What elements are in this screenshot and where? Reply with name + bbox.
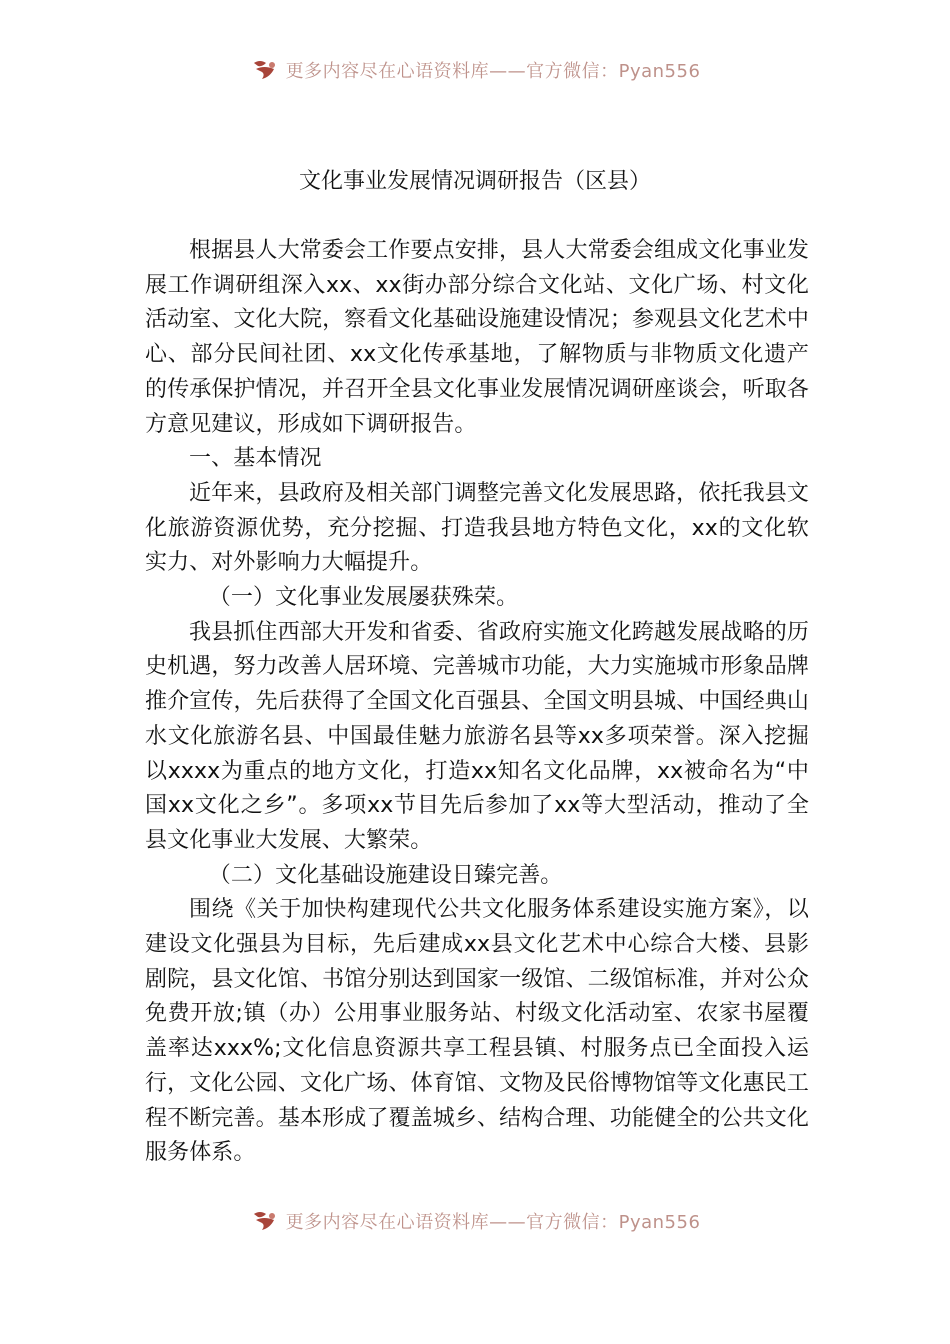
watermark-header: [0, 55, 950, 85]
watermark-text: 更多内容尽在心语资料库——官方微信：Pyan556: [285, 61, 701, 82]
document-title: 文化事业发展情况调研报告（区县）: [298, 169, 651, 194]
paragraph-honors: 我县抓住西部大开发和省委、省政府实施文化跨越发展战略的历史机遇，努力改善人居环境、完善城市功能，大力实施城市形象品牌推介宣传，先后获得了全国文化百强县、全国文明县城、中国经典山水文化旅游名县、中国最佳魅力旅游名县等xx多项荣誉。深入挖掘以xxxx为重点的地方文化，打造xx知名文化品牌，xx被命名为“中国xx文化之乡”。多项xx节目先后参加了xx等大型活动，推动了全县文化事业大发展、大繁荣。: [145, 619, 809, 853]
watermark-text: 更多内容尽在心语资料库——官方微信：Pyan556: [285, 1212, 701, 1233]
brand-logo-icon: [250, 57, 280, 83]
subheading-infrastructure: （二）文化基础设施建设日臻完善。: [208, 862, 563, 888]
section-heading-basic: 一、基本情况: [189, 446, 322, 472]
paragraph-infrastructure: 围绕《关于加快构建现代公共文化服务体系建设实施方案》，以建设文化强县为目标，先后建成xx县文化艺术中心综合大楼、县影剧院，县文化馆、书馆分别达到国家一级馆、二级馆标准，并对公众免费开放;镇（办）公用事业服务站、村级文化活动室、农家书屋覆盖率达xxx%;文化信息资源共享工程县镇、村服务点已全面投入运行，文化公园、文化广场、体育馆、文物及民俗博物馆等文化惠民工程不断完善。基本形成了覆盖城乡、结构合理、功能健全的公共文化服务体系。: [145, 897, 809, 1166]
paragraph-overview: 近年来，县政府及相关部门调整完善文化发展思路，依托我县文化旅游资源优势，充分挖掘、打造我县地方特色文化，xx的文化软实力、对外影响力大幅提升。: [145, 480, 809, 576]
subheading-honors: （一）文化事业发展屡获殊荣。: [208, 585, 519, 611]
watermark-footer: [0, 1206, 950, 1236]
document-body: [145, 234, 809, 1171]
brand-logo-icon: [250, 1208, 280, 1234]
paragraph-intro: 根据县人大常委会工作要点安排，县人大常委会组成文化事业发展工作调研组深入xx、xx街办部分综合文化站、文化广场、村文化活动室、文化大院，察看文化基础设施建设情况；参观县文化艺术中心、部分民间社团、xx文化传承基地，了解物质与非物质文化遗产的传承保护情况，并召开全县文化事业发展情况调研座谈会，听取各方意见建议，形成如下调研报告。: [145, 238, 809, 437]
